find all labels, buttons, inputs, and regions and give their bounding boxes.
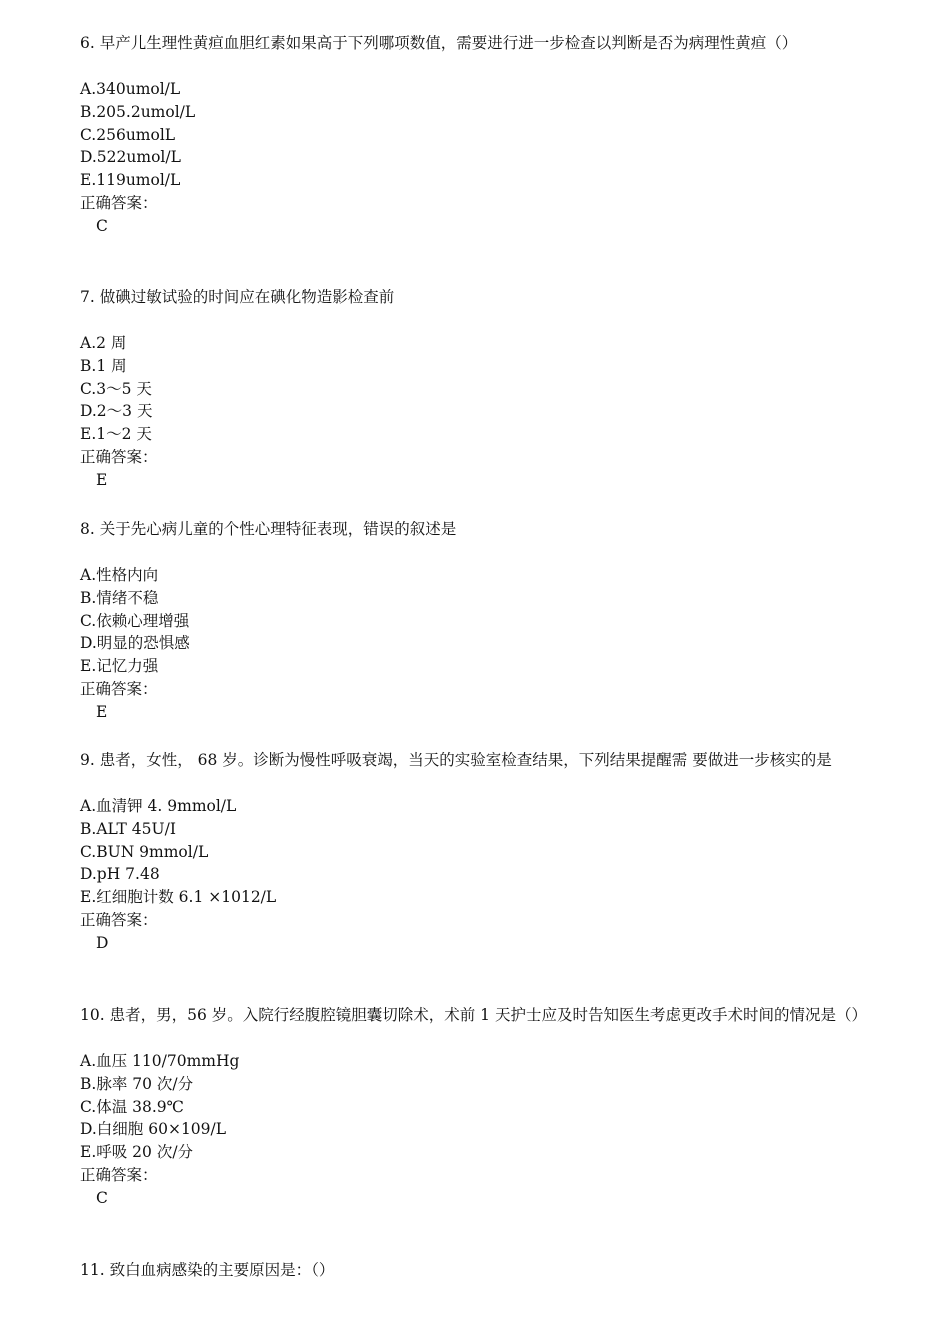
- answer-value: E: [96, 702, 108, 721]
- question-stem: 7. 做碘过敏试验的时间应在碘化物造影检查前: [80, 288, 395, 306]
- option-b: B.1 周: [80, 356, 127, 375]
- answer-label: 正确答案：: [80, 910, 158, 929]
- question-7: [80, 286, 880, 492]
- question-stem: 9. 患者，女性， 68 岁。诊断为慢性呼吸衰竭，当天的实验室检查结果，下列结果提醒需 要做进一步核实的是: [80, 751, 832, 769]
- option-a: A.性格内向: [80, 566, 159, 584]
- question-10: [80, 1004, 880, 1210]
- option-d: D.522umol/L: [80, 148, 181, 167]
- answer-value: C: [96, 1188, 108, 1207]
- option-c: C.256umolL: [80, 125, 176, 144]
- option-d: D.2～3 天: [80, 402, 153, 421]
- question-stem: 11. 致白血病感染的主要原因是：（）: [80, 1261, 335, 1279]
- question-9: [80, 749, 880, 955]
- option-b: B.情绪不稳: [80, 588, 159, 607]
- option-list: [80, 78, 880, 192]
- question-stem: 8. 关于先心病儿童的个性心理特征表现，错误的叙述是: [80, 520, 457, 538]
- question-stem: 10. 患者，男，56 岁。入院行经腹腔镜胆囊切除术，术前 1 天护士应及时告知医生考虑更改手术时间的情况是（）: [80, 1006, 867, 1024]
- option-list: [80, 795, 880, 909]
- option-a: A.血压 110/70mmHg: [80, 1052, 240, 1070]
- option-d: D.白细胞 60×109/L: [80, 1120, 227, 1139]
- option-e: E.记忆力强: [80, 657, 159, 676]
- answer-value: C: [96, 216, 108, 235]
- option-a: A.2 周: [80, 334, 127, 352]
- question-stem: 6. 早产儿生理性黄疸血胆红素如果高于下列哪项数值，需要进行进一步检查以判断是否为病理性黄疸（）: [80, 34, 798, 52]
- answer-label: 正确答案：: [80, 1165, 158, 1184]
- answer-label: 正确答案：: [80, 193, 158, 212]
- question-11: [80, 1259, 880, 1282]
- option-list: [80, 1050, 880, 1164]
- question-8: [80, 518, 880, 724]
- option-c: C.BUN 9mmol/L: [80, 842, 209, 861]
- option-d: D.明显的恐惧感: [80, 634, 190, 653]
- option-e: E.呼吸 20 次/分: [80, 1143, 194, 1162]
- option-a: A.血清钾 4. 9mmol/L: [80, 797, 237, 815]
- answer-label: 正确答案：: [80, 679, 158, 698]
- option-b: B.脉率 70 次/分: [80, 1074, 194, 1093]
- question-6: [80, 32, 880, 238]
- option-c: C.3～5 天: [80, 379, 152, 398]
- option-c: C.依赖心理增强: [80, 611, 190, 630]
- answer-value: E: [96, 470, 108, 489]
- option-list: [80, 332, 880, 446]
- option-b: B.ALT 45U/I: [80, 819, 176, 838]
- option-c: C.体温 38.9℃: [80, 1097, 185, 1116]
- option-e: E.红细胞计数 6.1 ×1012/L: [80, 888, 277, 907]
- option-list: [80, 564, 880, 678]
- answer-label: 正确答案：: [80, 447, 158, 466]
- option-d: D.pH 7.48: [80, 865, 160, 884]
- option-b: B.205.2umol/L: [80, 102, 196, 121]
- option-e: E.119umol/L: [80, 171, 181, 190]
- option-e: E.1～2 天: [80, 425, 152, 444]
- answer-value: D: [96, 933, 109, 952]
- option-a: A.340umol/L: [80, 80, 181, 98]
